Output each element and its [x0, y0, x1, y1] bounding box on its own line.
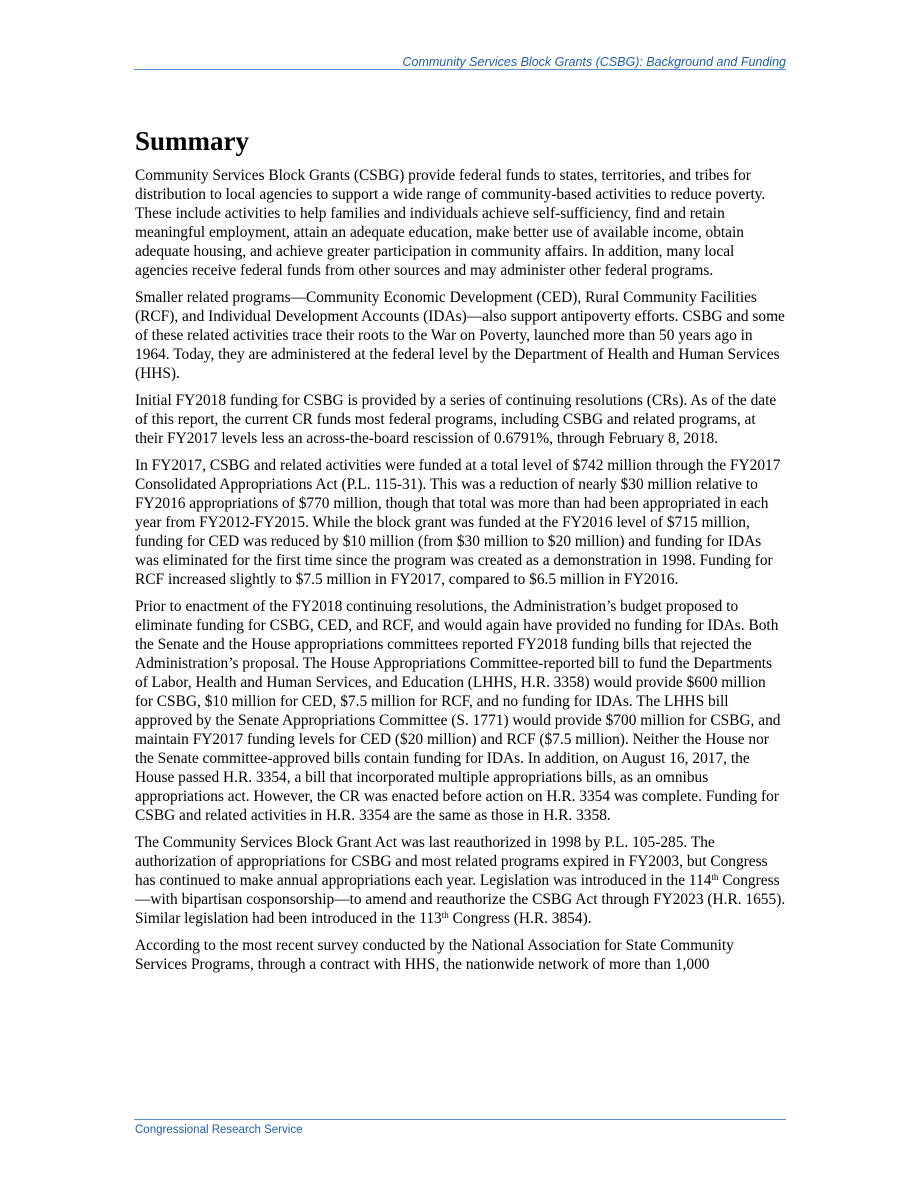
paragraph-4: In FY2017, CSBG and related activities were funded at a total level of $742 million through the FY2017 Consolidated Appropriations Act (P.L. 115-31). This was a reduction of nearly $30 million relative to FY2016 appropriations of $770 million, though that total was more than had been appropriated in each year from FY2012-FY2015. While the block grant was funded at the FY2016 level of $715 million, funding for CED was reduced by $10 million (from $30 million to $20 million) and funding for IDAs was eliminated for the first time since the program was created as a demonstration in 1998. Funding for RCF increased slightly to $7.5 million in FY2017, compared to $6.5 million in FY2016. — [135, 457, 781, 588]
paragraph-7: According to the most recent survey conducted by the National Association for State Community Services Programs, through a contract with HHS, the nationwide network of more than 1,000 — [135, 937, 734, 973]
section-title: Summary — [135, 126, 249, 156]
running-header: Community Services Block Grants (CSBG): Background and Funding — [402, 55, 786, 69]
footer-publisher: Congressional Research Service — [135, 1124, 303, 1136]
paragraph-6 — [135, 833, 787, 928]
paragraph-6-part-b: Congress—with bipartisan cosponsorship—to amend and reauthorize the CSBG Act through FY2023 (H.R. 1655). Similar legislation had been introduced in the 113 — [135, 872, 786, 927]
paragraph-2: Smaller related programs—Community Economic Development (CED), Rural Community Facilities (RCF), and Individual Development Accounts (IDAs)—also support antipoverty efforts. CSBG and some of these related activities trace their roots to the War on Poverty, launched more than 50 years ago in 1964. Today, they are administered at the federal level by the Department of Health and Human Services (HHS). — [135, 289, 785, 382]
paragraph-5: Prior to enactment of the FY2018 continuing resolutions, the Administration’s budget proposed to eliminate funding for CSBG, CED, and RCF, and would again have provided no funding for IDAs. Both the Senate and the House appropriations committees reported FY2018 funding bills that rejected the Administration’s proposal. The House Appropriations Committee-reported bill to fund the Departments of Labor, Health and Human Services, and Education (LHHS, H.R. 3358) would provide $600 million for CSBG, $10 million for CED, $7.5 million for RCF, and no funding for IDAs. The LHHS bill approved by the Senate Appropriations Committee (S. 1771) would provide $700 million for CSBG, and maintain FY2017 funding levels for CED ($20 million) and RCF ($7.5 million). Neither the House nor the Senate committee-approved bills contain funding for IDAs. In addition, on August 16, 2017, the House passed H.R. 3354, a bill that incorporated multiple appropriations bills, as an omnibus appropriations act. However, the CR was enacted before action on H.R. 3354 was complete. Funding for CSBG and related activities in H.R. 3354 are the same as those in H.R. 3358. — [135, 598, 781, 824]
summary-body — [135, 166, 787, 982]
paragraph-6-part-c: Congress (H.R. 3854). — [448, 910, 592, 927]
ordinal-suffix: th — [441, 910, 449, 920]
header-rule — [134, 69, 786, 70]
ordinal-suffix: th — [711, 872, 719, 882]
paragraph-1: Community Services Block Grants (CSBG) provide federal funds to states, territories, and tribes for distribution to local agencies to support a wide range of community-based activities to reduce poverty. These include activities to help families and individuals achieve self-sufficiency, find and retain meaningful employment, attain an adequate education, make better use of available income, obtain adequate housing, and achieve greater participation in community affairs. In addition, many local agencies receive federal funds from other sources and may administer other federal programs. — [135, 167, 766, 279]
paragraph-6-part-a: The Community Services Block Grant Act was last reauthorized in 1998 by P.L. 105-285. The authorization of appropriations for CSBG and most related programs expired in FY2003, but Congress has continued to make annual appropriations each year. Legislation was introduced in the 114 — [135, 834, 768, 889]
paragraph-3: Initial FY2018 funding for CSBG is provided by a series of continuing resolutions (CRs). As of the date of this report, the current CR funds most federal programs, including CSBG and related programs, at their FY2017 levels less an across-the-board rescission of 0.6791%, through February 8, 2018. — [135, 392, 777, 447]
footer-rule — [134, 1119, 786, 1120]
